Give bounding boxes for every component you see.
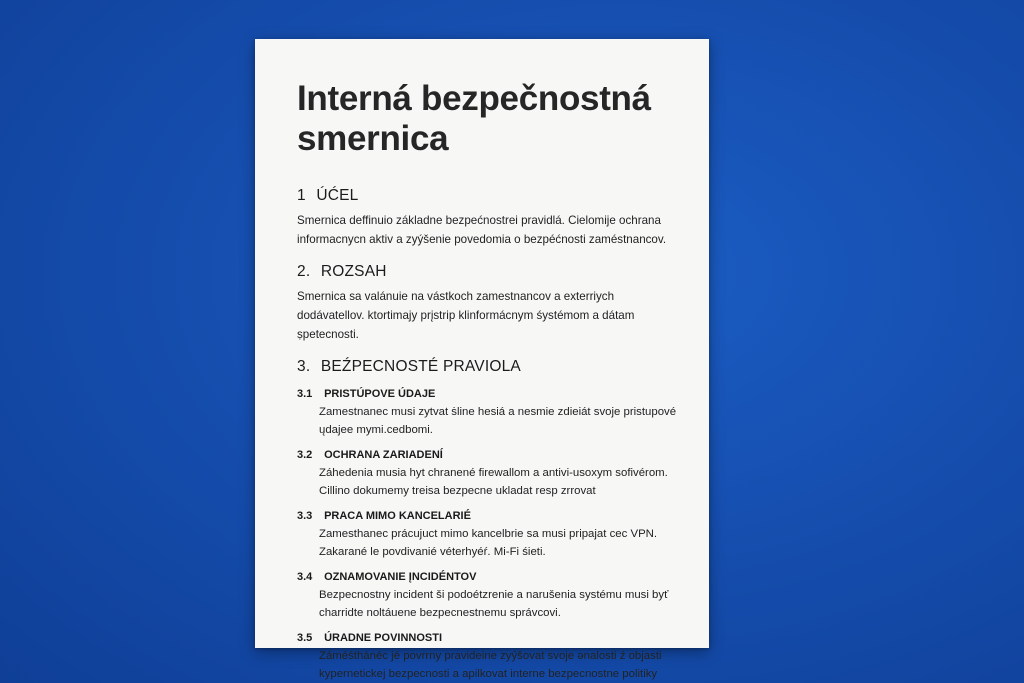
rule-item xyxy=(297,632,679,683)
section-title: ROZSAH xyxy=(320,263,387,280)
rule-text: Záméśthánéc jé povrrny pravideine zyýšovat svoje ənalosti ź objasti kypernetickej bezpecnosti a apilkovat interne bezpecnostne politiky xyxy=(319,650,662,680)
section-security-rules xyxy=(297,358,679,683)
document-page xyxy=(255,39,709,680)
rule-number: 3.2 xyxy=(297,449,313,461)
rule-item xyxy=(297,388,679,439)
rule-item xyxy=(297,510,679,561)
rule-title: OCHRANA ZARIADENÍ xyxy=(324,449,443,461)
section-heading xyxy=(297,358,679,376)
document-title: Interná bezpečnostná smernica xyxy=(297,79,651,158)
section-title: ÚĆEL xyxy=(316,187,359,204)
rule-number: 3.4 xyxy=(297,571,313,583)
rule-text: Záhedenia musia hyt chranené firewallom a antivi-usoxym sofivérom. Cillino dokumemy treisa bezpecne ukladat resp zrrovat xyxy=(319,467,668,497)
rule-title: PRISTÚPOVE ÚDAJE xyxy=(324,388,436,400)
section-scope xyxy=(297,263,679,344)
rule-text: Zamesthanec prácujuct mimo kancelbrie sa musi pripajat cec VPN. Zakarané le povdivanié véterhyéŕ. Mi-Fi śieti. xyxy=(319,528,658,558)
rule-item xyxy=(297,571,679,622)
section-number: 1 xyxy=(297,187,306,204)
rule-title: OZNAMOVANIE ĮNCIDÉNTOV xyxy=(324,571,477,583)
section-purpose xyxy=(297,187,679,249)
rule-title: PRACA MIMO KANCELARIÉ xyxy=(324,510,471,522)
rule-heading xyxy=(297,510,679,522)
rule-item xyxy=(297,449,679,500)
rules-list xyxy=(297,388,679,683)
rule-number: 3.5 xyxy=(297,632,313,644)
section-text: Smernica sa valánuie na vástkoch zamestnancov a exterriych dodávatellov. ktortimajy prįstrip klinformácnym śystémom a dátam ṣpetecnosti. xyxy=(297,290,635,341)
section-title: BEŹPECNOSTÉ PRAVIOLA xyxy=(320,358,521,375)
rule-heading xyxy=(297,632,679,644)
rule-title: ÚRADNE POVINNOSTI xyxy=(324,632,443,644)
section-text: Smernica deffinuio základne bezpećnostrei pravidlá. Cielomije ochrana informacnycn aktiv a zyýšenie povedomia o bezpéćnosti zaméstnancov. xyxy=(297,214,667,246)
rule-text: Zamestnanec musi zytvat ṡline hesiá a nesmie zdieiát svoje pristupové ųdajee mymi.cedbomi. xyxy=(319,406,677,436)
rule-number: 3.3 xyxy=(297,510,313,522)
rule-text: Bezpecnostny incident ši podoétzrenie a narušenia systému musi byť charridte noltáuene bezpecnestnemu správcovi. xyxy=(319,589,669,619)
section-number: 2. xyxy=(297,263,311,280)
section-heading xyxy=(297,187,679,205)
section-heading xyxy=(297,263,679,281)
rule-heading xyxy=(297,571,679,583)
rule-number: 3.1 xyxy=(297,388,313,400)
rule-heading xyxy=(297,388,679,400)
section-number: 3. xyxy=(297,358,311,375)
rule-heading xyxy=(297,449,679,461)
